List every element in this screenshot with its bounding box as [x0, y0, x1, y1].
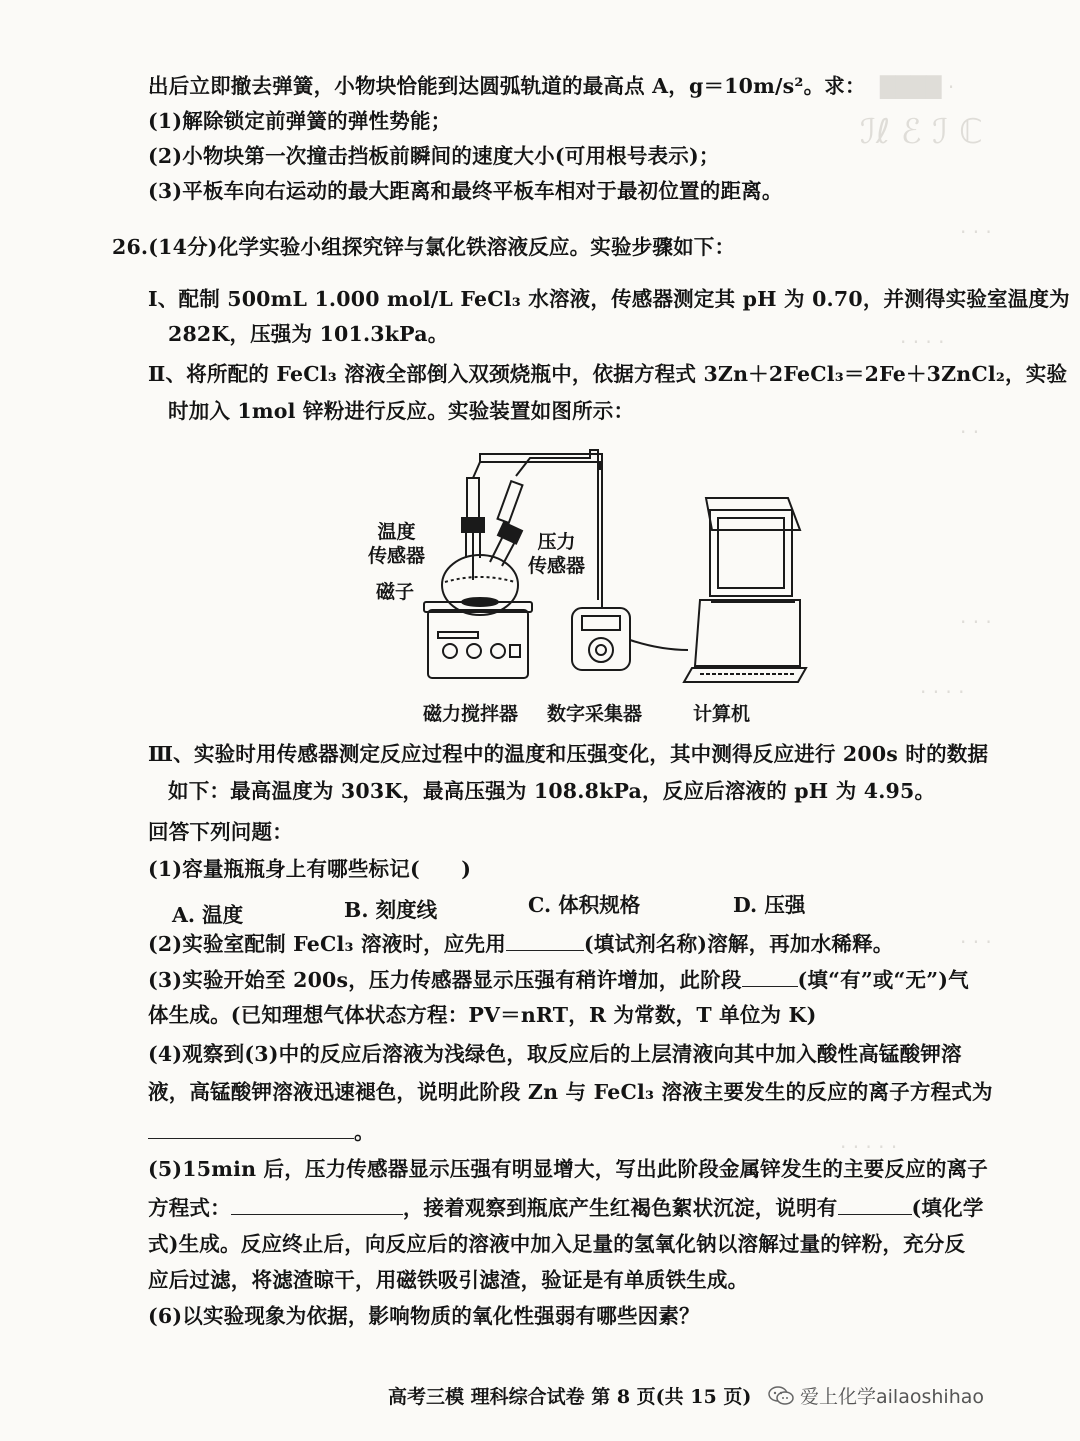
option-c: C. 体积规格 [528, 893, 641, 917]
step-3-line-2: 如下：最高温度为 303K，最高压强为 108.8kPa，反应后溶液的 pH 为 4.95。 [168, 779, 936, 803]
answer-blank-5a[interactable] [231, 1196, 403, 1215]
answer-blank-2[interactable] [506, 932, 584, 951]
option-d: D. 压强 [733, 893, 806, 917]
part-6: (6)以实验现象为依据，影响物质的氧化性强弱有哪些因素？ [148, 1304, 700, 1328]
sub-question-1: (1)解除锁定前弹簧的弹性势能； [148, 109, 452, 133]
part-4-line-3: 。 [148, 1118, 375, 1146]
step-1-line-2: 282K，压强为 101.3kPa。 [168, 322, 449, 346]
part-5-line-4: 应后过滤，将滤渣晾干，用磁铁吸引滤渣，验证是有单质铁生成。 [148, 1268, 749, 1292]
sub-question-2: (2)小物块第一次撞击挡板前瞬间的速度大小(可用根号表示)； [148, 144, 720, 168]
step-1-line-1: Ⅰ、配制 500mL 1.000 mol/L FeCl₃ 水溶液，传感器测定其 pH 为 0.70，并测得实验室温度为 [148, 287, 1070, 311]
part-3-line-2: 体生成。(已知理想气体状态方程：PV＝nRT，R 为常数，T 单位为 K) [148, 1003, 817, 1027]
label-computer: 计算机 [693, 703, 751, 725]
step-2-line-2: 时加入 1mol 锌粉进行反应。实验装置如图所示： [168, 399, 635, 423]
text-line: 出后立即撤去弹簧，小物块恰能到达圆弧轨道的最高点 A，g＝10m/s²。求： [148, 74, 866, 98]
sub-question-3: (3)平板车向右运动的最大距离和最终平板车相对于最初位置的距离。 [148, 179, 783, 203]
label-stir-bar: 磁子 [376, 581, 415, 603]
part-3-line-1: (3)实验开始至 200s，压力传感器显示压强有稍许增加，此阶段 (填“有”或“无”)气 [148, 968, 969, 992]
computer [695, 600, 800, 666]
step-2-line-1: Ⅱ、将所配的 FeCl₃ 溶液全部倒入双颈烧瓶中，依据方程式 3Zn＋2FeCl₃＝2Fe＋3ZnCl₂，实验 [148, 362, 1068, 386]
label-temperature-sensor: 温度 传感器 [368, 521, 426, 567]
part-5-line-1: (5)15min 后，压力传感器显示压强有明显增大，写出此阶段金属锌发生的主要反应的离子 [148, 1157, 989, 1181]
label-collector: 数字采集器 [547, 703, 643, 725]
step-3-line-1: Ⅲ、实验时用传感器测定反应过程中的温度和压强变化，其中测得反应进行 200s 时的数据 [148, 742, 989, 766]
part-5-line-3: 式)生成。反应终止后，向反应后的溶液中加入足量的氢氧化钠以溶解过量的锌粉，充分反 [148, 1232, 966, 1256]
part-4-line-1: (4)观察到(3)中的反应后溶液为浅绿色，取反应后的上层清液向其中加入酸性高锰酸钾溶 [148, 1042, 962, 1066]
part-1: (1)容量瓶瓶身上有哪些标记( ) [148, 857, 472, 881]
temperature-sensor [467, 478, 479, 520]
label-stirrer: 磁力搅拌器 [423, 703, 519, 725]
page-footer: 高考三模 理科综合试卷 第 8 页(共 15 页) [388, 1386, 752, 1408]
option-a: A. 温度 [172, 903, 244, 927]
label-pressure-sensor: 压力 传感器 [528, 531, 586, 577]
part-4-line-2: 液，高锰酸钾溶液迅速褪色，说明此阶段 Zn 与 FeCl₃ 溶液主要发生的反应的离子方程式为 [148, 1080, 993, 1104]
exam-page: ████ · ℐℓ ℰ ℐ ℂ · · · · · · · · · · · · · · · · · · · · · · · · 出后立即撤去弹簧，小物块恰能到达圆弧轨道的最高点 A，g＝10m/s²。求： (1)解除锁定前弹簧的弹性势能； (2)小物块第一次撞击挡板前瞬间的速度大小(可用根号表示)； (3)平板车向右运动的最大距离和最终平板车相对于最初位置的距离。 26.(14分)化学实验小组探究锌与氯化铁溶液反应。实验步骤如下： Ⅰ、配制 500mL 1.000 mol/L FeCl₃ 水溶液，传感器测定其 pH 为 0.70，并测得实验室温度为 282K，压强为 101.3kPa。 Ⅱ、将所配的 FeCl₃ 溶液全部倒入双颈烧瓶中，依据方程式 3Zn＋2FeCl₃＝2Fe＋3ZnCl₂，实验 时加入 1mol 锌粉进行反应。实验装置如图所示： 温度 传感器 压力 传感器 磁子 磁力搅拌器 数字采集器 计算机 Ⅲ、实验时用传感器测定反应过程中的温度和压强变化，其中测得反应进行 200s 时的数据 如下：最高温度为 303K，最高压强为 108.8kPa，反应后溶液的 pH 为 4.95。 回答下列问题： (1)容量瓶瓶身上有哪些标记( ) A. 温度 B. 刻度线 C. 体积规格 D. 压强 (2)实验室配制 FeCl₃ 溶液时，应先用 (填试剂名称)溶解，再加水稀释。 (3)实验开始至 200s，压力传感器显示压强有稍许增加，此阶段 (填“有”或“无”)气 体生成。(已知理想气体状态方程：PV＝nRT，R 为常数，T 单位为 K) (4)观察到(3)中的反应后溶液为浅绿色，取反应后的上层清液向其中加入酸性高锰酸钾溶 液，高锰酸钾溶液迅速褪色，说明此阶段 Zn 与 FeCl₃ 溶液主要发生的反应的离子方程式为 。 (5)15min 后，压力传感器显示压强有明显增大，写出此阶段金属锌发生的主要反应的离子 方程式： ，接着观察到瓶底产生红褐色絮状沉淀，说明有 (填化学 式)生成。反应终止后，向反应后的溶液中加入足量的氢氧化钠以溶解过量的锌粉，充分反 应后过滤，将滤渣晾干，用磁铁吸引滤渣，验证是有单质铁生成。 (6)以实验现象为依据，影响物质的氧化性强弱有哪些因素？ 高考三模 理科综合试卷 第 8 页(共 15 页) 爱上化学ailaoshihao [112, 74, 1070, 1408]
watermark: 爱上化学ailaoshihao [768, 1382, 984, 1409]
answer-blank-4[interactable] [148, 1120, 354, 1139]
answer-blank-5b[interactable] [838, 1196, 912, 1215]
part-5-line-2: 方程式： ，接着观察到瓶底产生红褐色絮状沉淀，说明有 (填化学 [148, 1196, 984, 1220]
wechat-icon [768, 1385, 794, 1407]
answer-prompt: 回答下列问题： [148, 820, 293, 844]
option-b: B. 刻度线 [344, 898, 438, 922]
answer-blank-3[interactable] [742, 968, 798, 987]
question-26-title: 26.(14分)化学实验小组探究锌与氯化铁溶液反应。实验步骤如下： [112, 235, 736, 259]
pressure-sensor [498, 481, 523, 523]
part-2: (2)实验室配制 FeCl₃ 溶液时，应先用 (填试剂名称)溶解，再加水稀释。 [148, 932, 894, 956]
